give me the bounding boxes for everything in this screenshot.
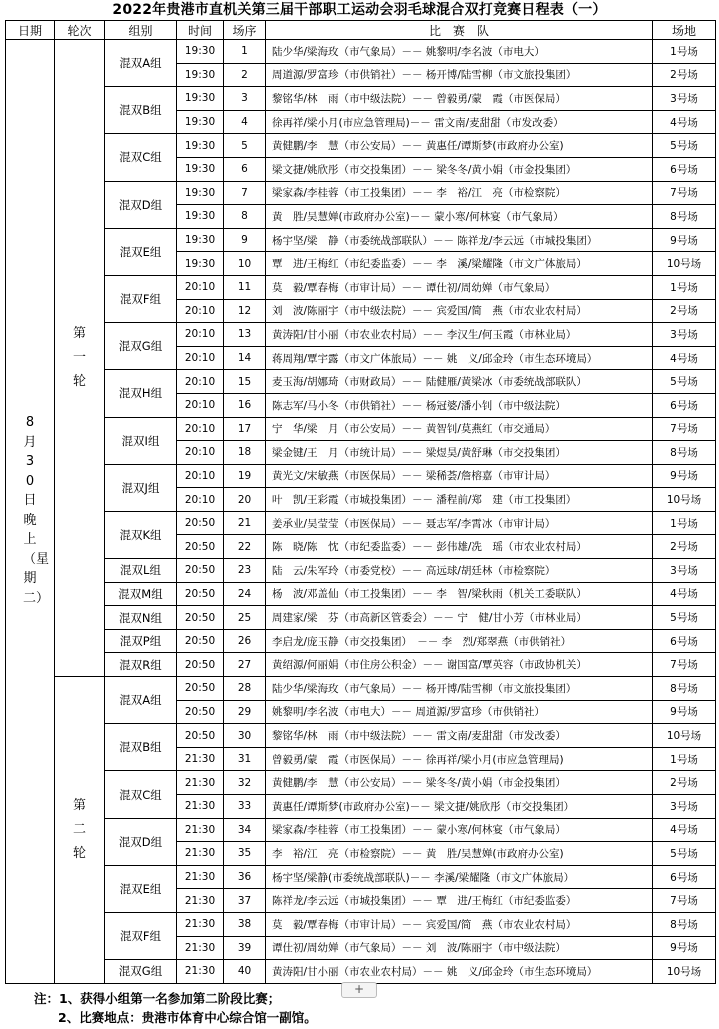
court-cell: 4号场 <box>653 818 716 842</box>
match-no-cell: 11 <box>224 275 266 299</box>
teams-cell: 周建家/梁 芬（市高新区管委会）－－ 宁 健/甘小芳（市林业局） <box>266 606 653 630</box>
date-cell <box>6 40 55 984</box>
court-cell: 2号场 <box>653 299 716 323</box>
time-cell: 19:30 <box>177 63 224 87</box>
time-cell: 19:30 <box>177 87 224 111</box>
table-row <box>6 912 716 936</box>
group-cell: 混双F组 <box>105 912 177 959</box>
time-cell: 19:30 <box>177 205 224 229</box>
round-cell <box>55 40 105 677</box>
table-row <box>6 582 716 606</box>
group-cell: 混双D组 <box>105 181 177 228</box>
court-cell: 8号场 <box>653 441 716 465</box>
teams-cell: 杨宇坚/梁静(市委统战部联队)－－ 李溪/梁耀隆（市文广体旅局） <box>266 865 653 889</box>
page-title: 2022年贵港市直机关第三届干部职工运动会羽毛球混合双打竞赛日程表（一） <box>112 2 607 18</box>
teams-cell: 李 裕/江 亮（市检察院）－－ 黄 胜/吴慧婵(市政府办公室) <box>266 842 653 866</box>
time-cell: 20:10 <box>177 441 224 465</box>
court-cell: 5号场 <box>653 606 716 630</box>
table-row <box>6 40 716 64</box>
teams-cell: 宁 华/梁 月（市公安局）－－ 黄智钊/莫燕红（市交通局） <box>266 417 653 441</box>
match-no-cell: 29 <box>224 700 266 724</box>
court-cell: 1号场 <box>653 747 716 771</box>
table-row <box>6 511 716 535</box>
round-cell <box>55 677 105 984</box>
time-cell: 20:10 <box>177 323 224 347</box>
match-no-cell: 28 <box>224 677 266 701</box>
match-no-cell: 27 <box>224 653 266 677</box>
time-cell: 20:10 <box>177 488 224 512</box>
group-cell: 混双H组 <box>105 370 177 417</box>
time-cell: 20:10 <box>177 464 224 488</box>
teams-cell: 梁家森/李桂蓉（市工投集团）－－ 蒙小寒/何林宴（市气象局） <box>266 818 653 842</box>
court-cell: 5号场 <box>653 370 716 394</box>
teams-cell: 梁文捷/姚欣彤（市交投集团）－－ 梁冬冬/黄小娟（市金投集团） <box>266 157 653 181</box>
court-cell: 6号场 <box>653 865 716 889</box>
time-cell: 20:50 <box>177 629 224 653</box>
teams-cell: 覃 进/王梅红（市纪委监委）－－ 李 溪/梁耀隆（市文广体旅局） <box>266 252 653 276</box>
header-row <box>6 21 716 40</box>
teams-cell: 周道源/罗富珍（市供销社）－－ 杨开博/陆雪柳（市文旅投集团） <box>266 63 653 87</box>
court-cell: 4号场 <box>653 346 716 370</box>
time-cell: 20:50 <box>177 653 224 677</box>
teams-cell: 杨 波/邓盖仙（市工投集团）－－ 李 智/梁秋雨（机关工委联队） <box>266 582 653 606</box>
court-cell: 1号场 <box>653 275 716 299</box>
teams-cell: 杨宇坚/梁 静（市委统战部联队）－－ 陈祥龙/李云远（市城投集团） <box>266 228 653 252</box>
teams-cell: 李启龙/庞玉静（市交投集团） －－ 李 烈/郑翠燕（市供销社） <box>266 629 653 653</box>
group-cell: 混双N组 <box>105 606 177 630</box>
match-no-cell: 19 <box>224 464 266 488</box>
teams-cell: 陆少华/梁海玫（市气象局）－－ 杨开博/陆雪柳（市文旅投集团） <box>266 677 653 701</box>
time-cell: 21:30 <box>177 889 224 913</box>
court-cell: 3号场 <box>653 87 716 111</box>
court-cell: 3号场 <box>653 559 716 583</box>
court-cell: 8号场 <box>653 677 716 701</box>
match-no-cell: 8 <box>224 205 266 229</box>
court-cell: 6号场 <box>653 157 716 181</box>
court-cell: 7号场 <box>653 653 716 677</box>
table-row <box>6 228 716 252</box>
teams-cell: 黄绍源/何丽娟（市住房公积金）－－ 谢国富/覃英容（市政协机关） <box>266 653 653 677</box>
match-no-cell: 33 <box>224 795 266 819</box>
teams-cell: 黄 胜/吴慧婵(市政府办公室)－－ 蒙小寒/何林宴（市气象局） <box>266 205 653 229</box>
teams-cell: 徐再祥/梁小月(市应急管理局)－－ 雷文南/麦甜甜（市发改委） <box>266 110 653 134</box>
date-text: 8月30日晚上（星期二） <box>23 415 50 606</box>
match-no-cell: 1 <box>224 40 266 64</box>
group-cell: 混双E组 <box>105 865 177 912</box>
match-no-cell: 36 <box>224 865 266 889</box>
time-cell: 21:30 <box>177 960 224 984</box>
court-cell: 9号场 <box>653 464 716 488</box>
note-line-1: 注：1、获得小组第一名参加第二阶段比赛； <box>34 991 281 1006</box>
group-cell: 混双G组 <box>105 323 177 370</box>
time-cell: 21:30 <box>177 912 224 936</box>
header-match-no: 场序 <box>224 21 266 40</box>
match-no-cell: 5 <box>224 134 266 158</box>
teams-cell: 黄惠任/谭斯梦(市政府办公室)－－ 梁文捷/姚欣彤（市交投集团） <box>266 795 653 819</box>
match-no-cell: 17 <box>224 417 266 441</box>
match-no-cell: 4 <box>224 110 266 134</box>
group-cell: 混双C组 <box>105 134 177 181</box>
time-cell: 21:30 <box>177 771 224 795</box>
time-cell: 21:30 <box>177 818 224 842</box>
teams-cell: 陈祥龙/李云远（市城投集团）－－ 覃 进/王梅红（市纪委监委） <box>266 889 653 913</box>
match-no-cell: 38 <box>224 912 266 936</box>
court-cell: 2号场 <box>653 771 716 795</box>
court-cell: 5号场 <box>653 842 716 866</box>
court-cell: 7号场 <box>653 417 716 441</box>
court-cell: 6号场 <box>653 629 716 653</box>
time-cell: 20:10 <box>177 346 224 370</box>
time-cell: 20:50 <box>177 677 224 701</box>
match-no-cell: 15 <box>224 370 266 394</box>
table-row <box>6 606 716 630</box>
teams-cell: 麦玉海/胡娜琦（市财政局）－－ 陆健雁/黄梁冰（市委统战部联队） <box>266 370 653 394</box>
teams-cell: 谭仕初/周幼婵（市气象局）－－ 刘 波/陈丽宇（市中级法院） <box>266 936 653 960</box>
group-cell: 混双P组 <box>105 629 177 653</box>
court-cell: 10号场 <box>653 960 716 984</box>
teams-cell: 陈志军/马小冬（市供销社）－－ 杨冠婆/潘小钊（市中级法院） <box>266 393 653 417</box>
match-no-cell: 10 <box>224 252 266 276</box>
time-cell: 20:50 <box>177 559 224 583</box>
teams-cell: 黄涛阳/甘小丽（市农业农村局）－－ 李汉生/何玉霞（市林业局） <box>266 323 653 347</box>
header-group: 组别 <box>105 21 177 40</box>
group-cell: 混双C组 <box>105 771 177 818</box>
group-cell: 混双I组 <box>105 417 177 464</box>
schedule-body <box>6 40 716 984</box>
teams-cell: 黄健鹏/李 慧（市公安局）－－ 梁冬冬/黄小娟（市金投集团） <box>266 771 653 795</box>
time-cell: 20:50 <box>177 511 224 535</box>
court-cell: 5号场 <box>653 134 716 158</box>
table-row <box>6 323 716 347</box>
match-no-cell: 9 <box>224 228 266 252</box>
court-cell: 9号场 <box>653 228 716 252</box>
teams-cell: 梁家森/李桂蓉（市工投集团）－－ 李 裕/江 亮（市检察院） <box>266 181 653 205</box>
time-cell: 20:50 <box>177 606 224 630</box>
group-cell: 混双R组 <box>105 653 177 677</box>
match-no-cell: 2 <box>224 63 266 87</box>
time-cell: 20:50 <box>177 700 224 724</box>
match-no-cell: 14 <box>224 346 266 370</box>
court-cell: 6号场 <box>653 393 716 417</box>
teams-cell: 叶 凯/王彩霞（市城投集团）－－ 潘程前/郑 建（市工投集团） <box>266 488 653 512</box>
court-cell: 7号场 <box>653 889 716 913</box>
match-no-cell: 18 <box>224 441 266 465</box>
time-cell: 20:10 <box>177 417 224 441</box>
table-row <box>6 559 716 583</box>
teams-cell: 黎铭华/林 雨（市中级法院）－－ 雷文南/麦甜甜（市发改委） <box>266 724 653 748</box>
header-court: 场地 <box>653 21 716 40</box>
match-no-cell: 26 <box>224 629 266 653</box>
time-cell: 21:30 <box>177 795 224 819</box>
note-line-2: 2、比赛地点：贵港市体育中心综合馆一副馆。 <box>58 1010 317 1025</box>
match-no-cell: 16 <box>224 393 266 417</box>
teams-cell: 刘 波/陈丽宇（市中级法院）－－ 宾爱国/简 燕（市农业农村局） <box>266 299 653 323</box>
time-cell: 20:50 <box>177 582 224 606</box>
time-cell: 19:30 <box>177 252 224 276</box>
table-row <box>6 87 716 111</box>
teams-cell: 陆 云/朱军玲（市委党校）－－ 高远球/胡廷林（市检察院） <box>266 559 653 583</box>
time-cell: 21:30 <box>177 747 224 771</box>
time-cell: 20:10 <box>177 275 224 299</box>
table-row <box>6 818 716 842</box>
group-cell: 混双G组 <box>105 960 177 984</box>
match-no-cell: 30 <box>224 724 266 748</box>
time-cell: 21:30 <box>177 865 224 889</box>
time-cell: 19:30 <box>177 157 224 181</box>
round-label: 第一轮 <box>72 326 86 390</box>
match-no-cell: 23 <box>224 559 266 583</box>
match-no-cell: 20 <box>224 488 266 512</box>
match-no-cell: 3 <box>224 87 266 111</box>
table-row <box>6 370 716 394</box>
court-cell: 4号场 <box>653 110 716 134</box>
group-cell: 混双A组 <box>105 40 177 87</box>
court-cell: 1号场 <box>653 511 716 535</box>
teams-cell: 陆少华/梁海玫（市气象局）－－ 姚黎明/李名波（市电大） <box>266 40 653 64</box>
court-cell: 4号场 <box>653 582 716 606</box>
teams-cell: 黎铭华/林 雨（市中级法院）－－ 曾毅勇/蒙 霞（市医保局） <box>266 87 653 111</box>
table-row <box>6 724 716 748</box>
match-no-cell: 40 <box>224 960 266 984</box>
group-cell: 混双E组 <box>105 228 177 275</box>
match-no-cell: 7 <box>224 181 266 205</box>
match-no-cell: 25 <box>224 606 266 630</box>
court-cell: 8号场 <box>653 205 716 229</box>
time-cell: 21:30 <box>177 936 224 960</box>
court-cell: 10号场 <box>653 724 716 748</box>
match-no-cell: 37 <box>224 889 266 913</box>
court-cell: 9号场 <box>653 700 716 724</box>
group-cell: 混双A组 <box>105 677 177 724</box>
court-cell: 2号场 <box>653 63 716 87</box>
court-cell: 2号场 <box>653 535 716 559</box>
round-label: 第二轮 <box>72 797 86 861</box>
teams-cell: 黄健鹏/李 慧（市公安局）－－ 黄惠任/谭斯梦(市政府办公室) <box>266 134 653 158</box>
time-cell: 20:50 <box>177 724 224 748</box>
match-no-cell: 22 <box>224 535 266 559</box>
table-row <box>6 134 716 158</box>
header-date: 日期 <box>6 21 55 40</box>
match-no-cell: 12 <box>224 299 266 323</box>
teams-cell: 莫 毅/覃春梅（市审计局）－－ 宾爱国/简 燕（市农业农村局） <box>266 912 653 936</box>
table-row <box>6 417 716 441</box>
court-cell: 10号场 <box>653 252 716 276</box>
teams-cell: 黄光文/宋敏燕（市医保局）－－ 梁稀荟/詹榕嘉（市审计局） <box>266 464 653 488</box>
header-time: 时间 <box>177 21 224 40</box>
group-cell: 混双F组 <box>105 275 177 322</box>
teams-cell: 梁金键/王 月（市统计局）－－ 梁煜昊/黄舒琳（市交投集团） <box>266 441 653 465</box>
header-teams: 比 赛 队 <box>266 21 653 40</box>
group-cell: 混双K组 <box>105 511 177 558</box>
teams-cell: 黄涛阳/甘小丽（市农业农村局）－－ 姚 义/邱金玲（市生态环境局） <box>266 960 653 984</box>
table-row <box>6 275 716 299</box>
table-row <box>6 960 716 984</box>
table-row <box>6 181 716 205</box>
time-cell: 20:10 <box>177 393 224 417</box>
time-cell: 20:10 <box>177 299 224 323</box>
group-cell: 混双M组 <box>105 582 177 606</box>
match-no-cell: 31 <box>224 747 266 771</box>
table-row <box>6 771 716 795</box>
group-cell: 混双B组 <box>105 724 177 771</box>
teams-cell: 姚黎明/李名波（市电大）－－ 周道源/罗富珍（市供销社） <box>266 700 653 724</box>
teams-cell: 姜承业/吴莹莹（市医保局）－－ 聂志军/李霄冰（市审计局） <box>266 511 653 535</box>
table-row <box>6 677 716 701</box>
group-cell: 混双L组 <box>105 559 177 583</box>
time-cell: 20:50 <box>177 535 224 559</box>
header-round: 轮次 <box>55 21 105 40</box>
time-cell: 20:10 <box>177 370 224 394</box>
court-cell: 3号场 <box>653 323 716 347</box>
court-cell: 10号场 <box>653 488 716 512</box>
add-row-button[interactable]: + <box>341 982 377 998</box>
court-cell: 3号场 <box>653 795 716 819</box>
match-no-cell: 6 <box>224 157 266 181</box>
court-cell: 1号场 <box>653 40 716 64</box>
table-row <box>6 653 716 677</box>
teams-cell: 陈 晓/陈 忱（市纪委监委）－－ 彭伟雄/冼 瑶（市农业农村局） <box>266 535 653 559</box>
teams-cell: 蒋周翔/覃宇露（市文广体旅局）－－ 姚 义/邱金玲（市生态环境局） <box>266 346 653 370</box>
table-row <box>6 629 716 653</box>
match-no-cell: 13 <box>224 323 266 347</box>
time-cell: 19:30 <box>177 110 224 134</box>
match-no-cell: 35 <box>224 842 266 866</box>
match-no-cell: 32 <box>224 771 266 795</box>
match-no-cell: 39 <box>224 936 266 960</box>
match-no-cell: 34 <box>224 818 266 842</box>
court-cell: 8号场 <box>653 912 716 936</box>
table-row <box>6 865 716 889</box>
schedule-table <box>5 20 716 984</box>
teams-cell: 莫 毅/覃春梅（市审计局）－－ 谭仕初/周幼婵（市气象局） <box>266 275 653 299</box>
court-cell: 7号场 <box>653 181 716 205</box>
time-cell: 19:30 <box>177 40 224 64</box>
time-cell: 21:30 <box>177 842 224 866</box>
match-no-cell: 21 <box>224 511 266 535</box>
time-cell: 19:30 <box>177 181 224 205</box>
time-cell: 19:30 <box>177 228 224 252</box>
table-row <box>6 464 716 488</box>
time-cell: 19:30 <box>177 134 224 158</box>
group-cell: 混双D组 <box>105 818 177 865</box>
court-cell: 9号场 <box>653 936 716 960</box>
group-cell: 混双J组 <box>105 464 177 511</box>
group-cell: 混双B组 <box>105 87 177 134</box>
teams-cell: 曾毅勇/蒙 霞（市医保局）－－ 徐再祥/梁小月(市应急管理局) <box>266 747 653 771</box>
match-no-cell: 24 <box>224 582 266 606</box>
